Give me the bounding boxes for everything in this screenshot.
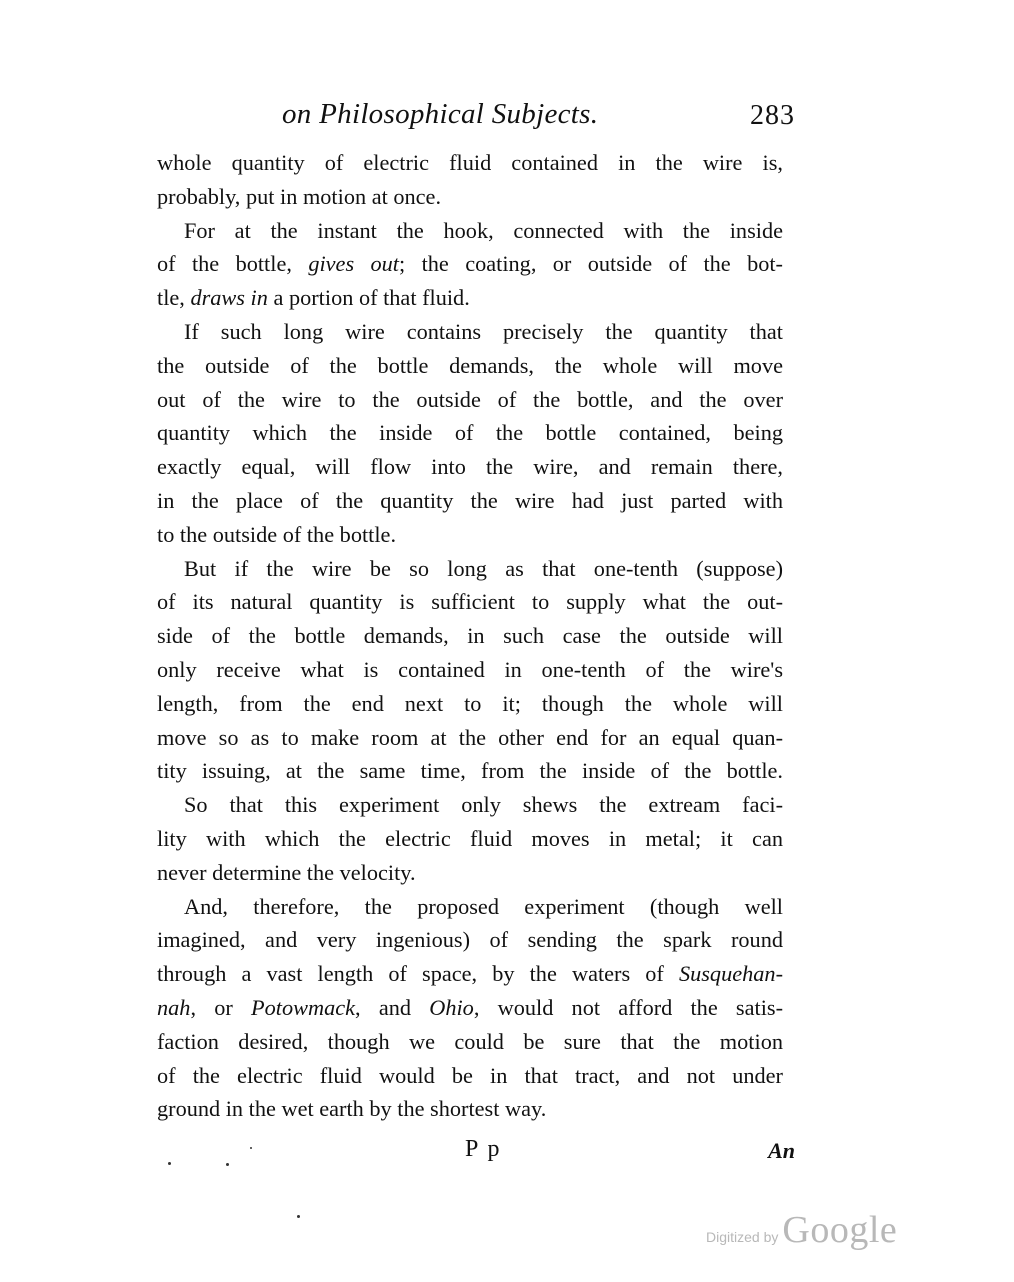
text-line: For at the instant the hook, connected with the inside — [184, 217, 783, 243]
running-title: on Philosophical Subjects. — [282, 98, 599, 130]
text-line: exactly equal, will flow into the wire, and remain there, — [157, 454, 783, 480]
page-footer — [155, 1136, 795, 1170]
italic-text: Potowmack — [251, 994, 356, 1020]
text-line: in the place of the quantity the wire had just parted with — [157, 487, 783, 513]
text-span: ; the coating, or outside of the bot- — [399, 251, 783, 277]
italic-text: nah — [157, 994, 191, 1020]
text-line: move so as to make room at the other end for an equal quan- — [157, 724, 783, 750]
text-line — [157, 247, 783, 281]
text-span: , or — [190, 994, 233, 1020]
digitized-watermark — [706, 1208, 897, 1252]
text-line — [157, 281, 783, 315]
text-line: side of the bottle demands, in such case the outside will — [157, 623, 783, 649]
text-line: lity with which the electric fluid moves in metal; it can — [157, 825, 783, 851]
text-span: , and — [355, 994, 412, 1020]
text-line: And, therefore, the proposed experiment (though well — [184, 893, 783, 919]
text-line — [157, 991, 783, 1025]
text-line: whole quantity of electric fluid contained in the wire is, — [157, 150, 783, 175]
text-line: imagined, and very ingenious) of sending the spark round — [157, 927, 783, 953]
text-span: a portion of that fluid. — [273, 285, 470, 311]
page-number: 283 — [750, 100, 795, 131]
italic-text: Ohio — [429, 994, 474, 1020]
text-line: So that this experiment only shews the extream faci- — [184, 792, 783, 818]
text-line: probably, put in motion at once. — [157, 183, 442, 209]
text-span: tle, — [157, 285, 185, 311]
ink-speck — [168, 1162, 171, 1165]
text-line: out of the wire to the outside of the bottle, and the over — [157, 386, 783, 412]
italic-text: draws in — [190, 285, 268, 311]
text-line: tity issuing, at the same time, from the inside of the bottle. — [157, 758, 783, 784]
text-line: If such long wire contains precisely the quantity that — [184, 318, 783, 344]
google-logo: Google — [782, 1209, 898, 1251]
italic-text: gives out — [308, 251, 399, 277]
text-line: of its natural quantity is sufficient to supply what the out- — [157, 589, 783, 615]
text-line: the outside of the bottle demands, the whole will move — [157, 352, 783, 378]
catchword: An — [768, 1138, 795, 1163]
text-span: of the bottle, — [157, 251, 292, 277]
ink-speck — [250, 1147, 252, 1149]
text-line: to the outside of the bottle. — [157, 521, 397, 547]
watermark-prefix: Digitized by — [706, 1229, 779, 1245]
text-line — [157, 957, 783, 991]
signature-mark: P p — [465, 1136, 502, 1162]
ink-speck — [297, 1215, 300, 1218]
text-line: But if the wire be so long as that one-tenth (suppose) — [184, 555, 783, 581]
body-text — [157, 146, 783, 1126]
text-line: quantity which the inside of the bottle contained, being — [157, 420, 783, 446]
text-line: of the electric fluid would be in that tract, and not under — [157, 1062, 783, 1088]
text-span: , would not afford the satis- — [473, 994, 783, 1020]
text-line: faction desired, though we could be sure that the motion — [157, 1028, 783, 1054]
text-line: ground in the wet earth by the shortest way. — [157, 1096, 547, 1122]
text-span: through a vast length of space, by the waters of — [157, 961, 664, 987]
italic-text: Susquehan- — [678, 961, 783, 987]
text-line: only receive what is contained in one-tenth of the wire's — [157, 656, 783, 682]
text-line: length, from the end next to it; though the whole will — [157, 690, 783, 716]
ink-speck — [226, 1163, 229, 1166]
page-header — [155, 98, 795, 138]
text-line: never determine the velocity. — [157, 859, 416, 885]
